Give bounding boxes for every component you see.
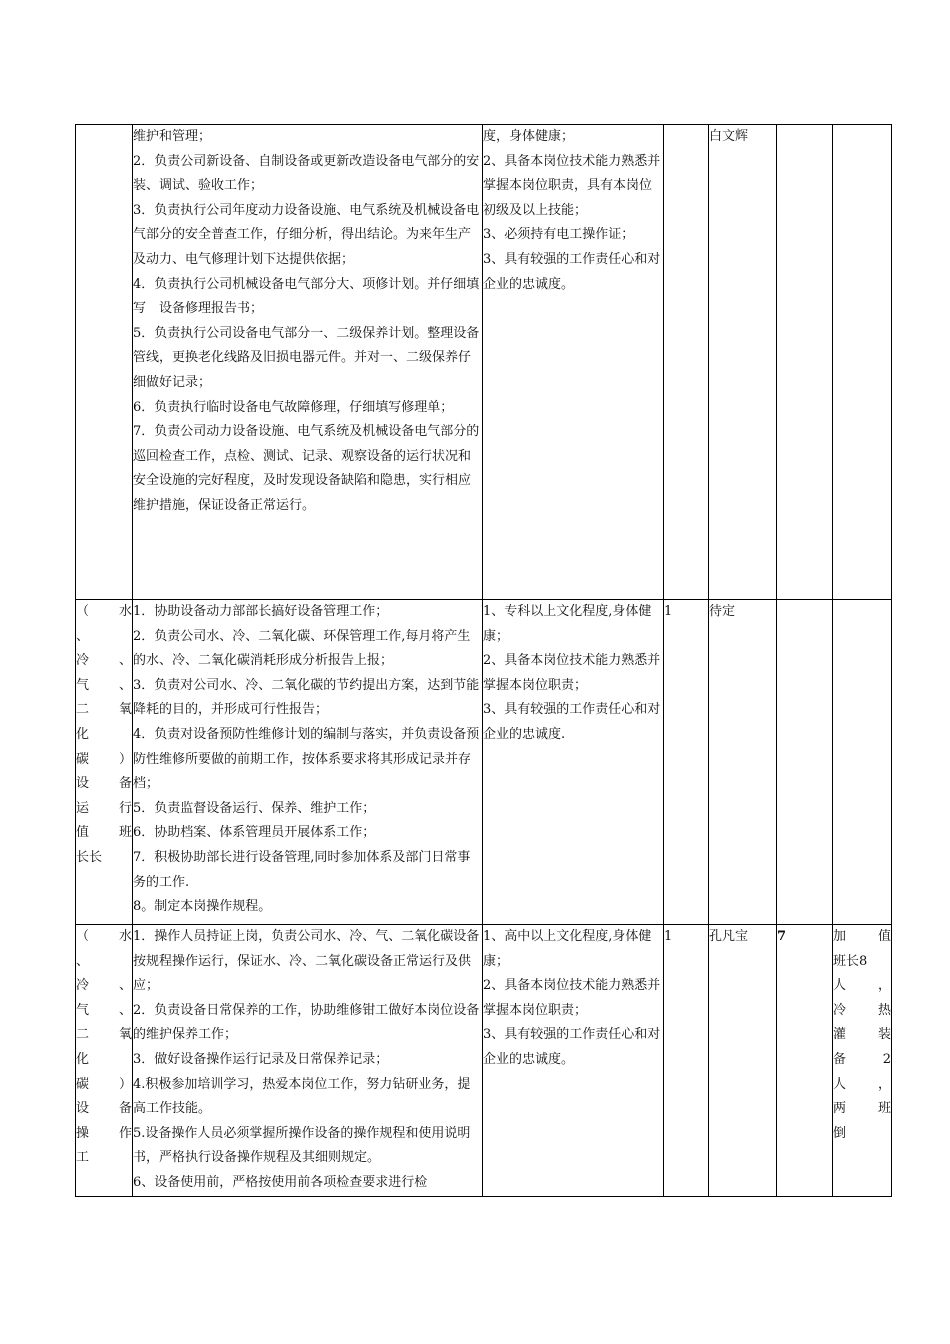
position-line-char: 二	[76, 1027, 90, 1043]
note-line	[833, 974, 891, 999]
note-line	[833, 950, 891, 975]
duty-item: 6．负责执行临时设备电气故障修理，仔细填写修理单；	[133, 399, 454, 415]
position-line-char: 作	[118, 1125, 132, 1141]
duty-item: 6．协助档案、体系管理员开展体系工作；	[133, 825, 376, 841]
note-line	[833, 1073, 891, 1098]
duties-cell	[133, 125, 483, 600]
position-line	[76, 1023, 132, 1048]
requirement-item: 度，身体健康；	[483, 129, 575, 144]
position-line-char: 碳	[76, 751, 90, 767]
requirement-item: 3、具有较强的工作责任心和对企业的忠诚度。	[483, 251, 661, 292]
duty-item: 1．协助设备动力部部长搞好设备管理工作；	[133, 604, 389, 619]
position-line-char: 冷	[76, 653, 90, 669]
actual-count-cell	[777, 125, 833, 600]
position-line	[76, 674, 132, 699]
position-line-char: 、	[118, 1002, 132, 1018]
duty-item: 7．负责公司动力设备设施、电气系统及机械设备电气部分的巡回检查工作，点检、测试、记录、观察设备的运行状况和安全设施的完好程度，及时发现设备缺陷和隐患，实行相应维护措施，保证设备正常运行。	[133, 424, 480, 513]
position-line	[76, 1146, 132, 1171]
position-line	[76, 846, 132, 871]
position-line-char: （	[76, 929, 90, 944]
note-line-char: 加	[833, 929, 847, 944]
position-cell	[76, 600, 133, 925]
duty-item: 2．负责设备日常保养的工作，协助维修钳工做好本岗位设备的维护保养工作；	[133, 1002, 480, 1043]
note-line-char: 冷	[833, 1002, 847, 1018]
headcount-cell: 1	[664, 925, 709, 1197]
note-cell	[833, 600, 892, 925]
note-line	[833, 999, 891, 1024]
note-line-char: 班长8	[833, 953, 868, 969]
position-line	[76, 999, 132, 1024]
staff-name-cell: 待定	[709, 600, 777, 925]
position-line-char: 备	[118, 776, 132, 792]
position-line-char: 、	[118, 677, 132, 693]
table-body	[76, 125, 892, 1197]
position-line	[76, 821, 132, 846]
position-line	[76, 649, 132, 674]
position-line	[76, 625, 132, 650]
duty-item: 3．负责执行公司年度动力设备设施、电气系统及机械设备电气部分的安全普查工作，仔细分析，得出结论。为来年生产及动力、电气修理计划下达提供依据；	[133, 202, 480, 267]
actual-count-cell: 7	[777, 925, 833, 1197]
duty-item: 5.设备操作人员必须掌握所操作设备的操作规程和使用说明书，严格执行设备操作规程及其细则规定。	[133, 1125, 471, 1166]
note-line	[833, 1048, 891, 1073]
note-line-char: 装	[877, 1027, 891, 1043]
requirement-item: 2、具备本岗位技术能力熟悉并掌握本岗位职责；	[483, 653, 661, 693]
duty-item: 1．操作人员持证上岗，负责公司水、冷、气、二氧化碳设备按规程操作运行，保证水、冷、二氧化碳设备正常运行及供应；	[133, 929, 480, 994]
position-line-char: 、	[76, 628, 90, 644]
position-line	[76, 698, 132, 723]
position-line-char: （	[76, 604, 90, 619]
position-line	[76, 974, 132, 999]
note-line-char: 备	[833, 1051, 847, 1067]
position-line	[76, 1048, 132, 1073]
duty-item: 5．负责执行公司设备电气部分一、二级保养计划。整理设备管线，更换老化线路及旧损电器元件。并对一、二级保养仔细做好记录；	[133, 325, 480, 390]
position-line-char: 、	[118, 978, 132, 994]
table-row	[76, 600, 892, 925]
position-line	[76, 950, 132, 975]
duty-item: 7．积极协助部长进行设备管理,同时参加体系及部门日常事务的工作.	[133, 849, 471, 890]
note-line-char: 值	[877, 929, 891, 944]
note-cell	[833, 925, 892, 1197]
requirement-item: 2、具备本岗位技术能力熟悉并掌握本岗位职责，具有本岗位初级及以上技能；	[483, 153, 661, 218]
job-duties-table	[75, 124, 892, 1197]
position-line-char: ）	[118, 1076, 132, 1092]
duties-cell	[133, 600, 483, 925]
requirement-item: 3、具有较强的工作责任心和对企业的忠诚度。	[483, 1027, 661, 1067]
position-line-char: 行	[118, 800, 132, 816]
position-line-char: 水	[118, 929, 132, 944]
position-line	[76, 797, 132, 822]
headcount-cell: 1	[664, 600, 709, 925]
requirement-item: 3、具有较强的工作责任心和对企业的忠诚度.	[483, 702, 661, 742]
position-line	[76, 723, 132, 748]
requirement-item: 1、专科以上文化程度,身体健康；	[483, 604, 652, 644]
duties-cell	[133, 925, 483, 1197]
position-line-char: 水	[118, 604, 132, 619]
position-line-char: 气	[76, 677, 90, 693]
duty-item: 3．做好设备操作运行记录及日常保养记录；	[133, 1051, 389, 1067]
duty-item: 5．负责监督设备运行、保养、维护工作；	[133, 800, 376, 816]
requirements-cell	[483, 600, 664, 925]
position-line	[76, 600, 132, 625]
position-line-char: 氧	[118, 702, 132, 718]
position-line-char: 气	[76, 1002, 90, 1018]
position-line-char: 二	[76, 702, 90, 718]
position-line-char: 操	[76, 1125, 90, 1141]
note-line-char: 灌	[833, 1027, 847, 1043]
position-line	[76, 925, 132, 950]
requirements-cell	[483, 125, 664, 600]
note-line-char: 倒	[833, 1125, 847, 1141]
duty-item: 3．负责对公司水、冷、二氧化碳的节约提出方案，达到节能降耗的目的，并形成可行性报告；	[133, 677, 480, 718]
position-line-char: 值	[76, 825, 90, 841]
table-row	[76, 125, 892, 600]
requirement-item: 1、高中以上文化程度,身体健康；	[483, 929, 652, 969]
position-line-char: 化	[76, 726, 90, 742]
position-line-char: 冷	[76, 978, 90, 994]
note-line-char: 人	[833, 978, 847, 994]
note-line-char: 人	[833, 1076, 847, 1092]
note-line-char: 班	[877, 1101, 891, 1117]
position-line-char: 、	[118, 653, 132, 669]
position-line-char: 设	[76, 1101, 90, 1117]
requirements-cell	[483, 925, 664, 1197]
position-line-char: ）	[118, 751, 132, 767]
duty-item: 2．负责公司新设备、自制设备或更新改造设备电气部分的安装、调试、验收工作；	[133, 153, 480, 194]
requirement-item: 3、必须持有电工操作证；	[483, 227, 635, 243]
staff-name-cell: 白文辉	[709, 125, 777, 600]
position-line	[76, 1122, 132, 1147]
note-line-char: 2	[882, 1051, 891, 1067]
note-line	[833, 1122, 891, 1147]
position-line	[76, 1097, 132, 1122]
duty-item: 8。制定本岗操作规程。	[133, 899, 272, 915]
position-line-char: 班	[118, 825, 132, 841]
table-row	[76, 925, 892, 1197]
note-line	[833, 1097, 891, 1122]
duty-item: 4．负责执行公司机械设备电气部分大、项修计划。并仔细填写 设备修理报告书；	[133, 276, 480, 317]
position-line-char: 设	[76, 776, 90, 792]
note-line	[833, 925, 891, 950]
note-line-char: 两	[833, 1101, 847, 1117]
note-line	[833, 1023, 891, 1048]
duty-item: 维护和管理；	[133, 129, 212, 144]
duty-item: 4．负责对设备预防性维修计划的编制与落实，并负责设备预防性维修所要做的前期工作，按体系要求将其形成记录并存档；	[133, 726, 480, 792]
position-line-char: 氧	[118, 1027, 132, 1043]
duty-item: 4.积极参加培训学习，热爱本岗位工作，努力钻研业务，提高工作技能。	[133, 1076, 471, 1117]
requirement-item: 2、具备本岗位技术能力熟悉并掌握本岗位职责；	[483, 978, 661, 1018]
actual-count-cell	[777, 600, 833, 925]
duty-item: 6、设备使用前，严格按使用前各项检查要求进行检	[133, 1174, 428, 1190]
note-line-char: ，	[877, 978, 891, 994]
position-line-char: 运	[76, 800, 90, 816]
position-line	[76, 748, 132, 773]
position-line	[76, 772, 132, 797]
position-cell	[76, 125, 133, 600]
position-line	[76, 1073, 132, 1098]
position-cell	[76, 925, 133, 1197]
staff-name-cell: 孔凡宝	[709, 925, 777, 1197]
position-line-char: 碳	[76, 1076, 90, 1092]
note-line-char: 热	[877, 1002, 891, 1018]
position-line-char: 备	[118, 1101, 132, 1117]
position-line-char: 化	[76, 1051, 90, 1067]
note-line-char: ，	[877, 1076, 891, 1092]
position-line-char: 工	[76, 1150, 90, 1166]
duty-item: 2．负责公司水、冷、二氧化碳、环保管理工作,每月将产生的水、冷、二氧化碳消耗形成分析报告上报；	[133, 628, 471, 669]
position-line-char: 、	[76, 953, 90, 969]
note-cell	[833, 125, 892, 600]
position-line-char: 长长	[76, 849, 103, 865]
headcount-cell	[664, 125, 709, 600]
